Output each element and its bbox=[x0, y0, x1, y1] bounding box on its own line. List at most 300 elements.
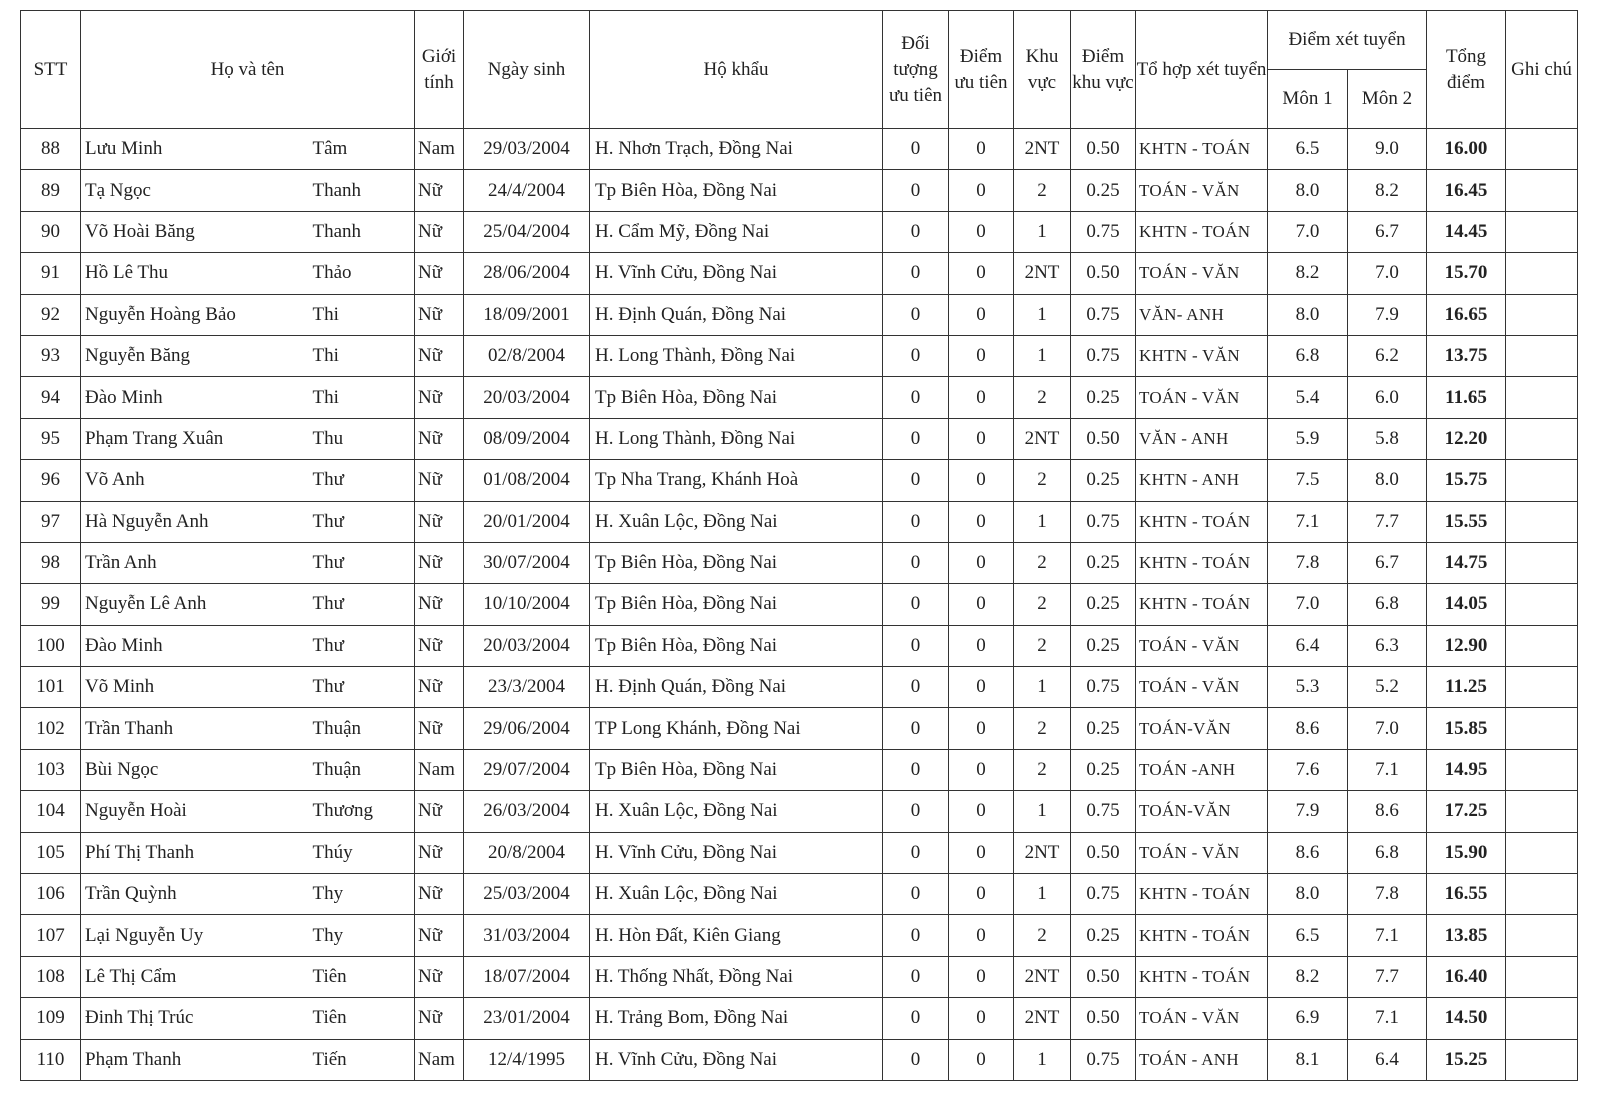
tong-diem-cell: 14.45 bbox=[1427, 211, 1506, 252]
diem-khu-vuc-cell: 0.25 bbox=[1071, 542, 1136, 583]
tong-diem-cell: 15.85 bbox=[1427, 708, 1506, 749]
khu-vuc-cell: 2 bbox=[1014, 749, 1071, 790]
ho-khau-cell: H. Xuân Lộc, Đồng Nai bbox=[590, 874, 883, 915]
ho-khau-cell: H. Thống Nhất, Đồng Nai bbox=[590, 956, 883, 997]
gioi-tinh-cell: Nữ bbox=[415, 998, 464, 1039]
to-hop-cell: TOÁN - VĂN bbox=[1136, 625, 1268, 666]
ho-cell: Nguyễn Hoài bbox=[81, 791, 307, 832]
khu-vuc-cell: 1 bbox=[1014, 211, 1071, 252]
khu-vuc-cell: 2NT bbox=[1014, 129, 1071, 170]
gioi-tinh-cell: Nữ bbox=[415, 667, 464, 708]
stt-cell: 98 bbox=[21, 542, 81, 583]
khu-vuc-cell: 2NT bbox=[1014, 418, 1071, 459]
diem-uu-tien-cell: 0 bbox=[949, 998, 1014, 1039]
ten-cell: Thương bbox=[307, 791, 415, 832]
ho-khau-cell: H. Hòn Đất, Kiên Giang bbox=[590, 915, 883, 956]
table-row bbox=[21, 749, 1578, 790]
to-hop-cell: TOÁN - VĂN bbox=[1136, 832, 1268, 873]
gioi-tinh-cell: Nữ bbox=[415, 956, 464, 997]
mon-2-cell: 7.1 bbox=[1348, 998, 1427, 1039]
gioi-tinh-cell: Nữ bbox=[415, 915, 464, 956]
diem-khu-vuc-cell: 0.50 bbox=[1071, 998, 1136, 1039]
col-header-ho-khau: Hộ khẩu bbox=[590, 11, 883, 129]
ghi-chu-cell bbox=[1506, 418, 1578, 459]
to-hop-cell: KHTN - TOÁN bbox=[1136, 542, 1268, 583]
diem-uu-tien-cell: 0 bbox=[949, 1039, 1014, 1080]
khu-vuc-cell: 2NT bbox=[1014, 253, 1071, 294]
diem-uu-tien-cell: 0 bbox=[949, 625, 1014, 666]
ngay-sinh-cell: 20/8/2004 bbox=[464, 832, 590, 873]
ghi-chu-cell bbox=[1506, 667, 1578, 708]
ghi-chu-cell bbox=[1506, 335, 1578, 376]
ho-khau-cell: TP Long Khánh, Đồng Nai bbox=[590, 708, 883, 749]
table-row bbox=[21, 542, 1578, 583]
tong-diem-cell: 16.00 bbox=[1427, 129, 1506, 170]
to-hop-cell: KHTN - TOÁN bbox=[1136, 584, 1268, 625]
mon-2-cell: 7.8 bbox=[1348, 874, 1427, 915]
doi-tuong-cell: 0 bbox=[883, 708, 949, 749]
ngay-sinh-cell: 24/4/2004 bbox=[464, 170, 590, 211]
ghi-chu-cell bbox=[1506, 584, 1578, 625]
doi-tuong-cell: 0 bbox=[883, 791, 949, 832]
diem-uu-tien-cell: 0 bbox=[949, 915, 1014, 956]
ten-cell: Thuận bbox=[307, 749, 415, 790]
ngay-sinh-cell: 26/03/2004 bbox=[464, 791, 590, 832]
ho-cell: Trần Thanh bbox=[81, 708, 307, 749]
mon-1-cell: 6.9 bbox=[1268, 998, 1348, 1039]
ghi-chu-cell bbox=[1506, 542, 1578, 583]
ten-cell: Thư bbox=[307, 542, 415, 583]
col-header-ghi-chu: Ghi chú bbox=[1506, 11, 1578, 129]
diem-khu-vuc-cell: 0.25 bbox=[1071, 625, 1136, 666]
mon-1-cell: 8.0 bbox=[1268, 874, 1348, 915]
tong-diem-cell: 17.25 bbox=[1427, 791, 1506, 832]
mon-1-cell: 5.3 bbox=[1268, 667, 1348, 708]
diem-khu-vuc-cell: 0.50 bbox=[1071, 956, 1136, 997]
ghi-chu-cell bbox=[1506, 915, 1578, 956]
col-header-stt: STT bbox=[21, 11, 81, 129]
admission-results-table bbox=[20, 10, 1578, 1081]
diem-uu-tien-cell: 0 bbox=[949, 584, 1014, 625]
to-hop-cell: KHTN - TOÁN bbox=[1136, 211, 1268, 252]
table-row bbox=[21, 294, 1578, 335]
ten-cell: Tiến bbox=[307, 1039, 415, 1080]
ho-khau-cell: H. Vĩnh Cửu, Đồng Nai bbox=[590, 832, 883, 873]
tong-diem-cell: 16.65 bbox=[1427, 294, 1506, 335]
tong-diem-cell: 15.25 bbox=[1427, 1039, 1506, 1080]
col-header-ho-ten: Họ và tên bbox=[81, 11, 415, 129]
tong-diem-cell: 14.50 bbox=[1427, 998, 1506, 1039]
ghi-chu-cell bbox=[1506, 460, 1578, 501]
gioi-tinh-cell: Nữ bbox=[415, 460, 464, 501]
diem-khu-vuc-cell: 0.50 bbox=[1071, 253, 1136, 294]
col-header-to-hop-xet-tuyen: Tổ hợp xét tuyển bbox=[1136, 11, 1268, 129]
mon-1-cell: 6.5 bbox=[1268, 915, 1348, 956]
diem-uu-tien-cell: 0 bbox=[949, 170, 1014, 211]
ghi-chu-cell bbox=[1506, 708, 1578, 749]
khu-vuc-cell: 1 bbox=[1014, 791, 1071, 832]
khu-vuc-cell: 2 bbox=[1014, 915, 1071, 956]
table-row bbox=[21, 1039, 1578, 1080]
col-header-tong-diem: Tổng điểm bbox=[1427, 11, 1506, 129]
ho-cell: Lê Thị Cẩm bbox=[81, 956, 307, 997]
khu-vuc-cell: 1 bbox=[1014, 874, 1071, 915]
khu-vuc-cell: 1 bbox=[1014, 501, 1071, 542]
mon-2-cell: 8.2 bbox=[1348, 170, 1427, 211]
ten-cell: Thi bbox=[307, 294, 415, 335]
tong-diem-cell: 15.70 bbox=[1427, 253, 1506, 294]
ghi-chu-cell bbox=[1506, 956, 1578, 997]
ghi-chu-cell bbox=[1506, 294, 1578, 335]
ten-cell: Thanh bbox=[307, 211, 415, 252]
tong-diem-cell: 16.40 bbox=[1427, 956, 1506, 997]
diem-uu-tien-cell: 0 bbox=[949, 418, 1014, 459]
ghi-chu-cell bbox=[1506, 170, 1578, 211]
stt-cell: 103 bbox=[21, 749, 81, 790]
doi-tuong-cell: 0 bbox=[883, 832, 949, 873]
doi-tuong-cell: 0 bbox=[883, 998, 949, 1039]
diem-khu-vuc-cell: 0.50 bbox=[1071, 418, 1136, 459]
tong-diem-cell: 16.55 bbox=[1427, 874, 1506, 915]
ho-cell: Bùi Ngọc bbox=[81, 749, 307, 790]
diem-khu-vuc-cell: 0.75 bbox=[1071, 501, 1136, 542]
diem-khu-vuc-cell: 0.25 bbox=[1071, 170, 1136, 211]
ho-khau-cell: Tp Biên Hòa, Đồng Nai bbox=[590, 749, 883, 790]
mon-2-cell: 7.1 bbox=[1348, 749, 1427, 790]
ghi-chu-cell bbox=[1506, 832, 1578, 873]
mon-2-cell: 7.7 bbox=[1348, 501, 1427, 542]
table-row bbox=[21, 211, 1578, 252]
ghi-chu-cell bbox=[1506, 253, 1578, 294]
mon-2-cell: 8.6 bbox=[1348, 791, 1427, 832]
mon-1-cell: 8.6 bbox=[1268, 708, 1348, 749]
tong-diem-cell: 15.90 bbox=[1427, 832, 1506, 873]
ho-cell: Trần Anh bbox=[81, 542, 307, 583]
ten-cell: Thi bbox=[307, 377, 415, 418]
mon-1-cell: 6.5 bbox=[1268, 129, 1348, 170]
diem-uu-tien-cell: 0 bbox=[949, 667, 1014, 708]
ngay-sinh-cell: 18/09/2001 bbox=[464, 294, 590, 335]
to-hop-cell: KHTN - TOÁN bbox=[1136, 915, 1268, 956]
mon-2-cell: 8.0 bbox=[1348, 460, 1427, 501]
mon-1-cell: 7.1 bbox=[1268, 501, 1348, 542]
diem-khu-vuc-cell: 0.75 bbox=[1071, 791, 1136, 832]
ten-cell: Thư bbox=[307, 460, 415, 501]
ho-cell: Nguyễn Băng bbox=[81, 335, 307, 376]
stt-cell: 95 bbox=[21, 418, 81, 459]
table-row bbox=[21, 874, 1578, 915]
gioi-tinh-cell: Nữ bbox=[415, 170, 464, 211]
table-row bbox=[21, 335, 1578, 376]
ho-khau-cell: H. Xuân Lộc, Đồng Nai bbox=[590, 501, 883, 542]
ngay-sinh-cell: 12/4/1995 bbox=[464, 1039, 590, 1080]
table-row bbox=[21, 667, 1578, 708]
diem-khu-vuc-cell: 0.75 bbox=[1071, 667, 1136, 708]
tong-diem-cell: 16.45 bbox=[1427, 170, 1506, 211]
to-hop-cell: KHTN - VĂN bbox=[1136, 335, 1268, 376]
table-row bbox=[21, 832, 1578, 873]
ho-cell: Nguyễn Hoàng Bảo bbox=[81, 294, 307, 335]
ho-cell: Lưu Minh bbox=[81, 129, 307, 170]
khu-vuc-cell: 2 bbox=[1014, 542, 1071, 583]
ngay-sinh-cell: 29/07/2004 bbox=[464, 749, 590, 790]
diem-uu-tien-cell: 0 bbox=[949, 377, 1014, 418]
ho-khau-cell: Tp Nha Trang, Khánh Hoà bbox=[590, 460, 883, 501]
gioi-tinh-cell: Nữ bbox=[415, 584, 464, 625]
diem-uu-tien-cell: 0 bbox=[949, 832, 1014, 873]
table-row bbox=[21, 418, 1578, 459]
table-header bbox=[21, 11, 1578, 129]
to-hop-cell: TOÁN - VĂN bbox=[1136, 998, 1268, 1039]
doi-tuong-cell: 0 bbox=[883, 667, 949, 708]
ho-cell: Hồ Lê Thu bbox=[81, 253, 307, 294]
ngay-sinh-cell: 25/04/2004 bbox=[464, 211, 590, 252]
diem-uu-tien-cell: 0 bbox=[949, 501, 1014, 542]
khu-vuc-cell: 1 bbox=[1014, 294, 1071, 335]
col-header-ngay-sinh: Ngày sinh bbox=[464, 11, 590, 129]
stt-cell: 102 bbox=[21, 708, 81, 749]
diem-khu-vuc-cell: 0.25 bbox=[1071, 915, 1136, 956]
tong-diem-cell: 12.20 bbox=[1427, 418, 1506, 459]
ghi-chu-cell bbox=[1506, 749, 1578, 790]
mon-1-cell: 5.9 bbox=[1268, 418, 1348, 459]
stt-cell: 106 bbox=[21, 874, 81, 915]
ghi-chu-cell bbox=[1506, 377, 1578, 418]
ho-khau-cell: H. Định Quán, Đồng Nai bbox=[590, 667, 883, 708]
mon-1-cell: 8.6 bbox=[1268, 832, 1348, 873]
ghi-chu-cell bbox=[1506, 998, 1578, 1039]
stt-cell: 93 bbox=[21, 335, 81, 376]
ngay-sinh-cell: 30/07/2004 bbox=[464, 542, 590, 583]
ho-khau-cell: Tp Biên Hòa, Đồng Nai bbox=[590, 625, 883, 666]
ngay-sinh-cell: 08/09/2004 bbox=[464, 418, 590, 459]
mon-2-cell: 6.2 bbox=[1348, 335, 1427, 376]
col-header-khu-vuc: Khu vực bbox=[1014, 11, 1071, 129]
table-row bbox=[21, 377, 1578, 418]
ngay-sinh-cell: 23/3/2004 bbox=[464, 667, 590, 708]
ten-cell: Thy bbox=[307, 915, 415, 956]
mon-2-cell: 5.2 bbox=[1348, 667, 1427, 708]
stt-cell: 96 bbox=[21, 460, 81, 501]
khu-vuc-cell: 2 bbox=[1014, 625, 1071, 666]
khu-vuc-cell: 2 bbox=[1014, 708, 1071, 749]
doi-tuong-cell: 0 bbox=[883, 129, 949, 170]
tong-diem-cell: 11.25 bbox=[1427, 667, 1506, 708]
khu-vuc-cell: 1 bbox=[1014, 1039, 1071, 1080]
table-row bbox=[21, 501, 1578, 542]
ho-khau-cell: H. Nhơn Trạch, Đồng Nai bbox=[590, 129, 883, 170]
mon-2-cell: 9.0 bbox=[1348, 129, 1427, 170]
to-hop-cell: TOÁN -ANH bbox=[1136, 749, 1268, 790]
to-hop-cell: TOÁN - VĂN bbox=[1136, 667, 1268, 708]
ho-cell: Phạm Thanh bbox=[81, 1039, 307, 1080]
ngay-sinh-cell: 20/01/2004 bbox=[464, 501, 590, 542]
stt-cell: 107 bbox=[21, 915, 81, 956]
stt-cell: 97 bbox=[21, 501, 81, 542]
ten-cell: Thi bbox=[307, 335, 415, 376]
diem-uu-tien-cell: 0 bbox=[949, 335, 1014, 376]
diem-khu-vuc-cell: 0.75 bbox=[1071, 335, 1136, 376]
gioi-tinh-cell: Nữ bbox=[415, 253, 464, 294]
diem-uu-tien-cell: 0 bbox=[949, 211, 1014, 252]
ten-cell: Thư bbox=[307, 584, 415, 625]
to-hop-cell: KHTN - ANH bbox=[1136, 460, 1268, 501]
table-row bbox=[21, 584, 1578, 625]
gioi-tinh-cell: Nữ bbox=[415, 294, 464, 335]
col-header-doi-tuong-uu-tien: Đối tượng ưu tiên bbox=[883, 11, 949, 129]
ten-cell: Tiên bbox=[307, 956, 415, 997]
ho-cell: Phí Thị Thanh bbox=[81, 832, 307, 873]
ho-cell: Phạm Trang Xuân bbox=[81, 418, 307, 459]
ngay-sinh-cell: 01/08/2004 bbox=[464, 460, 590, 501]
gioi-tinh-cell: Nam bbox=[415, 129, 464, 170]
doi-tuong-cell: 0 bbox=[883, 956, 949, 997]
doi-tuong-cell: 0 bbox=[883, 1039, 949, 1080]
gioi-tinh-cell: Nữ bbox=[415, 377, 464, 418]
ho-cell: Võ Hoài Băng bbox=[81, 211, 307, 252]
stt-cell: 99 bbox=[21, 584, 81, 625]
table-row bbox=[21, 253, 1578, 294]
khu-vuc-cell: 2 bbox=[1014, 460, 1071, 501]
gioi-tinh-cell: Nữ bbox=[415, 874, 464, 915]
ten-cell: Thư bbox=[307, 501, 415, 542]
ngay-sinh-cell: 18/07/2004 bbox=[464, 956, 590, 997]
stt-cell: 91 bbox=[21, 253, 81, 294]
gioi-tinh-cell: Nữ bbox=[415, 625, 464, 666]
gioi-tinh-cell: Nam bbox=[415, 1039, 464, 1080]
doi-tuong-cell: 0 bbox=[883, 170, 949, 211]
ten-cell: Thư bbox=[307, 625, 415, 666]
ten-cell: Thúy bbox=[307, 832, 415, 873]
ten-cell: Thy bbox=[307, 874, 415, 915]
mon-1-cell: 7.0 bbox=[1268, 584, 1348, 625]
ho-cell: Lại Nguyễn Uy bbox=[81, 915, 307, 956]
diem-uu-tien-cell: 0 bbox=[949, 129, 1014, 170]
mon-2-cell: 6.8 bbox=[1348, 584, 1427, 625]
ngay-sinh-cell: 31/03/2004 bbox=[464, 915, 590, 956]
stt-cell: 108 bbox=[21, 956, 81, 997]
to-hop-cell: VĂN- ANH bbox=[1136, 294, 1268, 335]
to-hop-cell: TOÁN - VĂN bbox=[1136, 170, 1268, 211]
stt-cell: 94 bbox=[21, 377, 81, 418]
khu-vuc-cell: 2NT bbox=[1014, 998, 1071, 1039]
ho-khau-cell: Tp Biên Hòa, Đồng Nai bbox=[590, 542, 883, 583]
stt-cell: 109 bbox=[21, 998, 81, 1039]
mon-2-cell: 6.4 bbox=[1348, 1039, 1427, 1080]
gioi-tinh-cell: Nữ bbox=[415, 418, 464, 459]
diem-khu-vuc-cell: 0.25 bbox=[1071, 377, 1136, 418]
ho-khau-cell: H. Trảng Bom, Đồng Nai bbox=[590, 998, 883, 1039]
ten-cell: Tiên bbox=[307, 998, 415, 1039]
ten-cell: Thu bbox=[307, 418, 415, 459]
ngay-sinh-cell: 29/03/2004 bbox=[464, 129, 590, 170]
ngay-sinh-cell: 02/8/2004 bbox=[464, 335, 590, 376]
mon-1-cell: 7.6 bbox=[1268, 749, 1348, 790]
tong-diem-cell: 11.65 bbox=[1427, 377, 1506, 418]
table-row bbox=[21, 915, 1578, 956]
diem-uu-tien-cell: 0 bbox=[949, 460, 1014, 501]
diem-uu-tien-cell: 0 bbox=[949, 874, 1014, 915]
diem-uu-tien-cell: 0 bbox=[949, 542, 1014, 583]
ten-cell: Thuận bbox=[307, 708, 415, 749]
ho-cell: Võ Minh bbox=[81, 667, 307, 708]
ho-khau-cell: Tp Biên Hòa, Đồng Nai bbox=[590, 584, 883, 625]
doi-tuong-cell: 0 bbox=[883, 253, 949, 294]
mon-2-cell: 7.9 bbox=[1348, 294, 1427, 335]
stt-cell: 104 bbox=[21, 791, 81, 832]
diem-uu-tien-cell: 0 bbox=[949, 294, 1014, 335]
to-hop-cell: TOÁN - VĂN bbox=[1136, 377, 1268, 418]
col-header-diem-khu-vuc: Điểm khu vực bbox=[1071, 11, 1136, 129]
gioi-tinh-cell: Nữ bbox=[415, 501, 464, 542]
table-row bbox=[21, 708, 1578, 749]
khu-vuc-cell: 2NT bbox=[1014, 832, 1071, 873]
diem-khu-vuc-cell: 0.50 bbox=[1071, 129, 1136, 170]
stt-cell: 89 bbox=[21, 170, 81, 211]
to-hop-cell: KHTN - TOÁN bbox=[1136, 956, 1268, 997]
ho-cell: Trần Quỳnh bbox=[81, 874, 307, 915]
ho-khau-cell: H. Định Quán, Đồng Nai bbox=[590, 294, 883, 335]
tong-diem-cell: 15.55 bbox=[1427, 501, 1506, 542]
ghi-chu-cell bbox=[1506, 625, 1578, 666]
mon-1-cell: 5.4 bbox=[1268, 377, 1348, 418]
doi-tuong-cell: 0 bbox=[883, 335, 949, 376]
table-row bbox=[21, 170, 1578, 211]
to-hop-cell: KHTN - TOÁN bbox=[1136, 874, 1268, 915]
khu-vuc-cell: 1 bbox=[1014, 667, 1071, 708]
to-hop-cell: KHTN - TOÁN bbox=[1136, 501, 1268, 542]
col-header-gioi-tinh: Giới tính bbox=[415, 11, 464, 129]
ho-cell: Nguyễn Lê Anh bbox=[81, 584, 307, 625]
ngay-sinh-cell: 25/03/2004 bbox=[464, 874, 590, 915]
mon-1-cell: 8.0 bbox=[1268, 294, 1348, 335]
mon-2-cell: 5.8 bbox=[1348, 418, 1427, 459]
ho-khau-cell: H. Vĩnh Cửu, Đồng Nai bbox=[590, 253, 883, 294]
tong-diem-cell: 12.90 bbox=[1427, 625, 1506, 666]
col-header-mon-1: Môn 1 bbox=[1268, 70, 1348, 129]
diem-khu-vuc-cell: 0.25 bbox=[1071, 708, 1136, 749]
ghi-chu-cell bbox=[1506, 1039, 1578, 1080]
mon-1-cell: 7.0 bbox=[1268, 211, 1348, 252]
to-hop-cell: TOÁN - VĂN bbox=[1136, 253, 1268, 294]
mon-1-cell: 8.2 bbox=[1268, 956, 1348, 997]
stt-cell: 101 bbox=[21, 667, 81, 708]
gioi-tinh-cell: Nam bbox=[415, 749, 464, 790]
diem-khu-vuc-cell: 0.75 bbox=[1071, 1039, 1136, 1080]
ngay-sinh-cell: 29/06/2004 bbox=[464, 708, 590, 749]
ho-khau-cell: H. Long Thành, Đồng Nai bbox=[590, 335, 883, 376]
gioi-tinh-cell: Nữ bbox=[415, 542, 464, 583]
table-row bbox=[21, 625, 1578, 666]
mon-1-cell: 7.5 bbox=[1268, 460, 1348, 501]
gioi-tinh-cell: Nữ bbox=[415, 832, 464, 873]
tong-diem-cell: 15.75 bbox=[1427, 460, 1506, 501]
table-row bbox=[21, 460, 1578, 501]
ho-khau-cell: H. Xuân Lộc, Đồng Nai bbox=[590, 791, 883, 832]
diem-khu-vuc-cell: 0.25 bbox=[1071, 749, 1136, 790]
stt-cell: 88 bbox=[21, 129, 81, 170]
diem-khu-vuc-cell: 0.50 bbox=[1071, 832, 1136, 873]
doi-tuong-cell: 0 bbox=[883, 377, 949, 418]
ten-cell: Thảo bbox=[307, 253, 415, 294]
ho-khau-cell: Tp Biên Hòa, Đồng Nai bbox=[590, 170, 883, 211]
ho-khau-cell: H. Long Thành, Đồng Nai bbox=[590, 418, 883, 459]
diem-uu-tien-cell: 0 bbox=[949, 708, 1014, 749]
khu-vuc-cell: 2 bbox=[1014, 584, 1071, 625]
ngay-sinh-cell: 10/10/2004 bbox=[464, 584, 590, 625]
mon-2-cell: 7.1 bbox=[1348, 915, 1427, 956]
table-row bbox=[21, 129, 1578, 170]
